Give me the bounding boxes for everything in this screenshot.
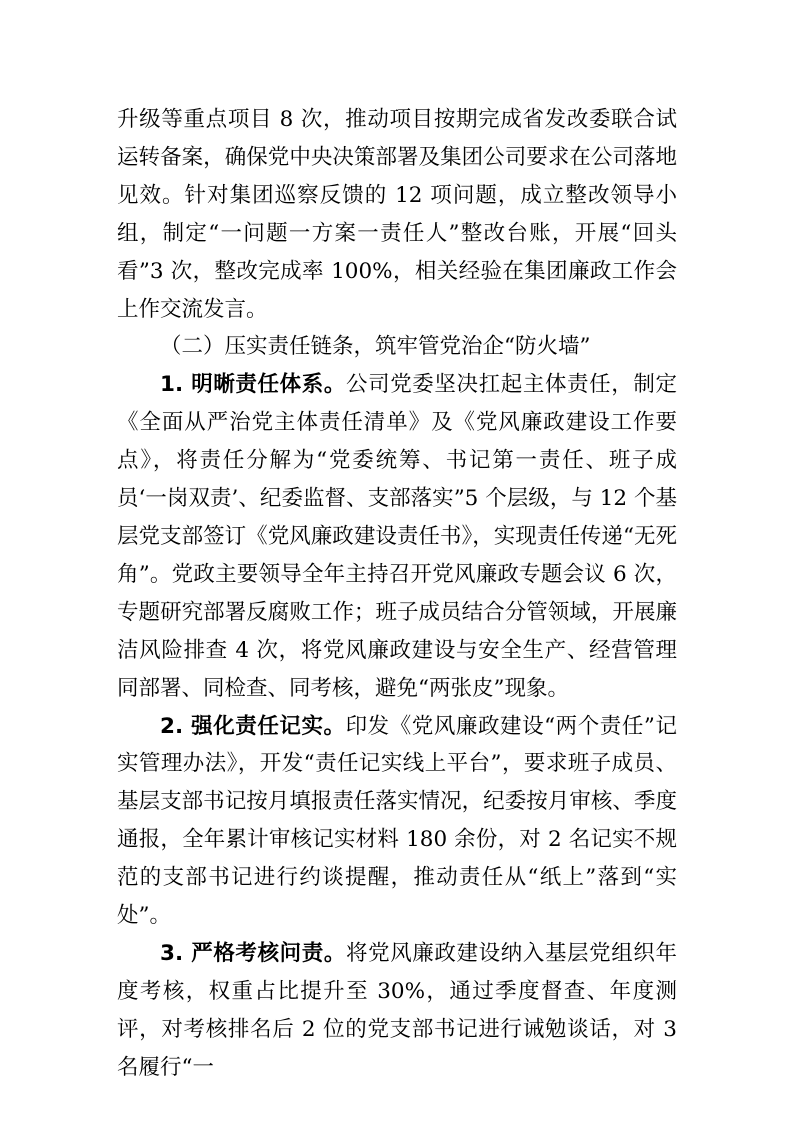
item-lead-2: 2. 强化责任记实。 <box>160 713 346 739</box>
item-body-2: 印发《党风廉政建设“两个责任”记实管理办法》，开发“责任记实线上平台”，要求班子成员、基层支部书记按月填报责任落实情况，纪委按月审核、季度通报，全年累计审核记实材料 180 余份，对 2 名记实不规范的支部书记进行约谈提醒，推动责任从“纸上”落到“实处”。 <box>117 713 677 929</box>
item-body-3: 将党风廉政建设纳入基层党组织年度考核，权重占比提升至 30%，通过季度督查、年度测评，对考核排名后 2 位的党支部书记进行诫勉谈话，对 3 名履行“一 <box>117 940 677 1080</box>
item-body-1: 公司党委坚决扛起主体责任，制定《全面从严治党主体责任清单》及《党风廉政建设工作要点》，将责任分解为“党委统筹、书记第一责任、班子成员‘一岗双责’、纪委监督、支部落实”5 个层级，与 12 个基层党支部签订《党风廉政建设责任书》，实现责任传递“无死角”。党政主要领导全年主持召开党风廉政专题会议 6 次，专题研究部署反腐败工作；班子成员结合分管领域，开展廉洁风险排查 4 次，将党风廉政建设与安全生产、经营管理同部署、同检查、同考核，避免“两张皮”现象。 <box>117 372 677 701</box>
item-paragraph-3 <box>117 935 677 1087</box>
continued-paragraph: 升级等重点项目 8 次，推动项目按期完成省发改委联合试运转备案，确保党中央决策部署及集团公司要求在公司落地见效。针对集团巡察反馈的 12 项问题，成立整改领导小组，制定“一问题一方案一责任人”整改台账，开展“回头看”3 次，整改完成率 100%，相关经验在集团廉政工作会上作交流发言。 <box>117 107 677 322</box>
item-paragraph-2 <box>117 708 677 935</box>
document-body <box>117 101 677 1087</box>
item-paragraph-1 <box>117 366 677 707</box>
item-lead-1: 1. 明晰责任体系。 <box>160 372 346 398</box>
item-lead-3: 3. 严格考核问责。 <box>160 940 346 966</box>
section-heading: （二）压实责任链条，筑牢管党治企“防火墙” <box>160 334 591 360</box>
